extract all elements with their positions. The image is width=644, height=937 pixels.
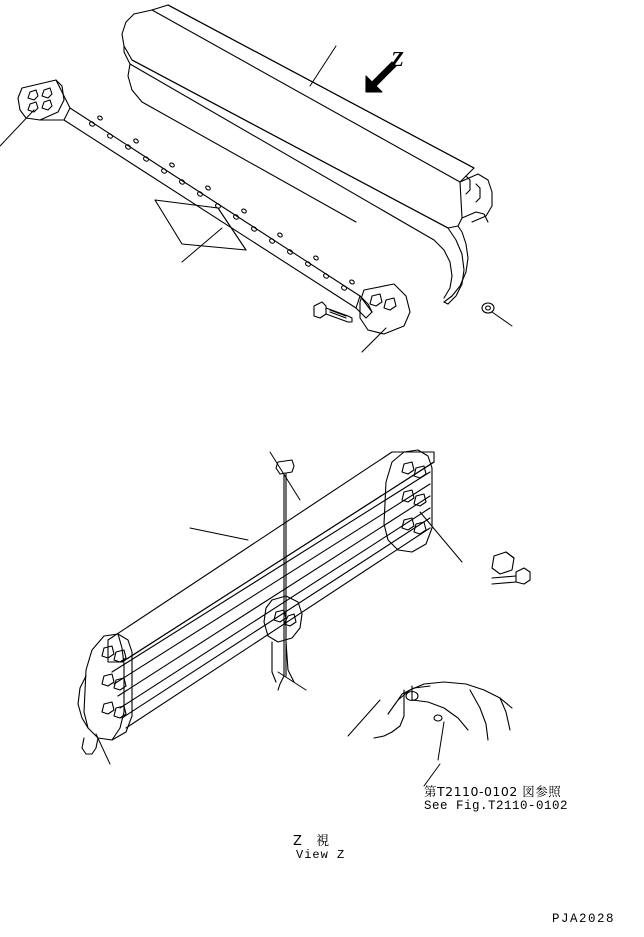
- view-label-en: View Z: [296, 848, 346, 862]
- reference-note-jp: 第T2110-0102 図参照: [424, 784, 562, 799]
- top-blade-main-panel: [122, 5, 492, 304]
- top-leader-lines: [0, 46, 512, 352]
- drawing-number: PJA2028: [552, 912, 616, 926]
- top-right-end-plate: [360, 284, 410, 334]
- bottom-blade-front: [78, 450, 530, 754]
- top-bolt-left: [314, 302, 352, 322]
- top-left-end-plate: [18, 80, 70, 120]
- top-cutting-edge: [64, 108, 372, 318]
- reference-note-en: See Fig.T2110-0102: [424, 799, 569, 813]
- z-arrow-label: Z: [391, 47, 404, 71]
- top-washer-right: [482, 303, 494, 313]
- view-label-jp: Z 視: [293, 834, 332, 849]
